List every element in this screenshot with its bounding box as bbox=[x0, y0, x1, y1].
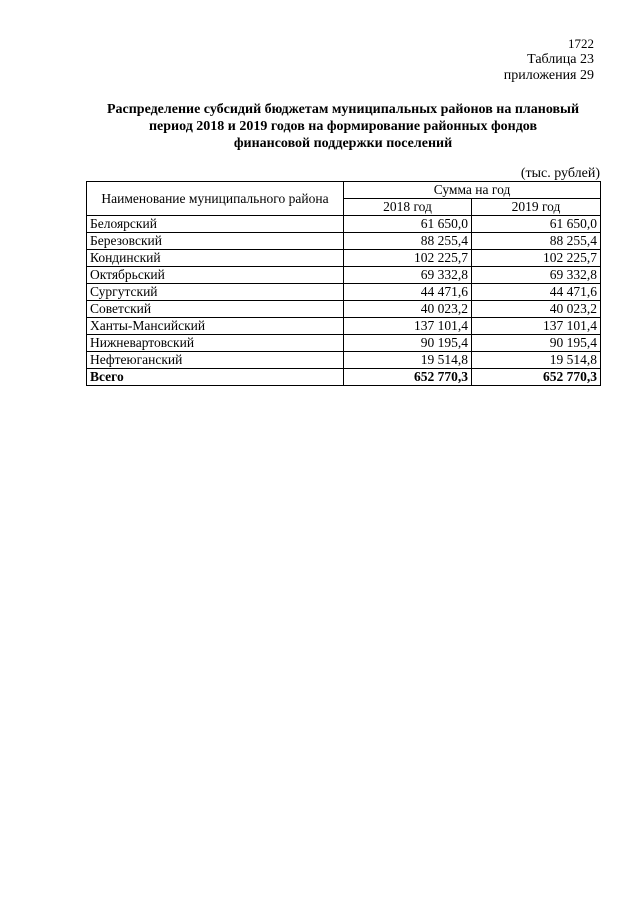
header-row bbox=[87, 182, 601, 199]
amount-2019: 61 650,0 bbox=[472, 216, 601, 233]
table-body bbox=[87, 216, 601, 386]
total-2018: 652 770,3 bbox=[344, 369, 472, 386]
table-row bbox=[87, 284, 601, 301]
subsidies-table bbox=[86, 181, 601, 386]
amount-2019: 88 255,4 bbox=[472, 233, 601, 250]
district-name: Сургутский bbox=[87, 284, 344, 301]
table-row bbox=[87, 301, 601, 318]
amount-2019: 40 023,2 bbox=[472, 301, 601, 318]
district-name: Нефтеюганский bbox=[87, 352, 344, 369]
district-name: Кондинский bbox=[87, 250, 344, 267]
title-line: Распределение субсидий бюджетам муниципальных районов на плановый bbox=[106, 102, 580, 117]
amount-2019: 44 471,6 bbox=[472, 284, 601, 301]
units-label: (тыс. рублей) bbox=[520, 166, 600, 181]
total-label: Всего bbox=[87, 369, 344, 386]
appendix-label: приложения 29 bbox=[503, 68, 594, 83]
amount-2018: 90 195,4 bbox=[344, 335, 472, 352]
title-line: финансовой поддержки поселений bbox=[233, 136, 453, 151]
total-2019: 652 770,3 bbox=[472, 369, 601, 386]
document-header bbox=[504, 36, 594, 84]
table-row bbox=[87, 318, 601, 335]
amount-2018: 44 471,6 bbox=[344, 284, 472, 301]
table-header bbox=[87, 182, 601, 216]
district-name: Нижневартовский bbox=[87, 335, 344, 352]
amount-2019: 102 225,7 bbox=[472, 250, 601, 267]
amount-2019: 90 195,4 bbox=[472, 335, 601, 352]
amount-2019: 19 514,8 bbox=[472, 352, 601, 369]
amount-2019: 69 332,8 bbox=[472, 267, 601, 284]
title-line: период 2018 и 2019 годов на формирование районных фондов bbox=[148, 119, 537, 134]
column-header-year: 2018 год bbox=[344, 199, 472, 216]
column-header-year: 2019 год bbox=[472, 199, 601, 216]
amount-2018: 69 332,8 bbox=[344, 267, 472, 284]
table-row bbox=[87, 216, 601, 233]
amount-2018: 40 023,2 bbox=[344, 301, 472, 318]
district-name: Советский bbox=[87, 301, 344, 318]
table-label: Таблица 23 bbox=[527, 52, 594, 67]
table-row bbox=[87, 352, 601, 369]
document-title bbox=[86, 101, 600, 152]
amount-2018: 88 255,4 bbox=[344, 233, 472, 250]
table-row bbox=[87, 250, 601, 267]
amount-2019: 137 101,4 bbox=[472, 318, 601, 335]
table-row bbox=[87, 233, 601, 250]
total-row bbox=[87, 369, 601, 386]
district-name: Ханты-Мансийский bbox=[87, 318, 344, 335]
amount-2018: 102 225,7 bbox=[344, 250, 472, 267]
district-name: Белоярский bbox=[87, 216, 344, 233]
district-name: Октябрьский bbox=[87, 267, 344, 284]
amount-2018: 19 514,8 bbox=[344, 352, 472, 369]
table-row bbox=[87, 267, 601, 284]
amount-2018: 61 650,0 bbox=[344, 216, 472, 233]
column-header-sum: Сумма на год bbox=[344, 182, 601, 199]
page-number: 1722 bbox=[568, 36, 594, 51]
table-row bbox=[87, 335, 601, 352]
amount-2018: 137 101,4 bbox=[344, 318, 472, 335]
column-header-name: Наименование муниципального района bbox=[87, 182, 344, 216]
district-name: Березовский bbox=[87, 233, 344, 250]
